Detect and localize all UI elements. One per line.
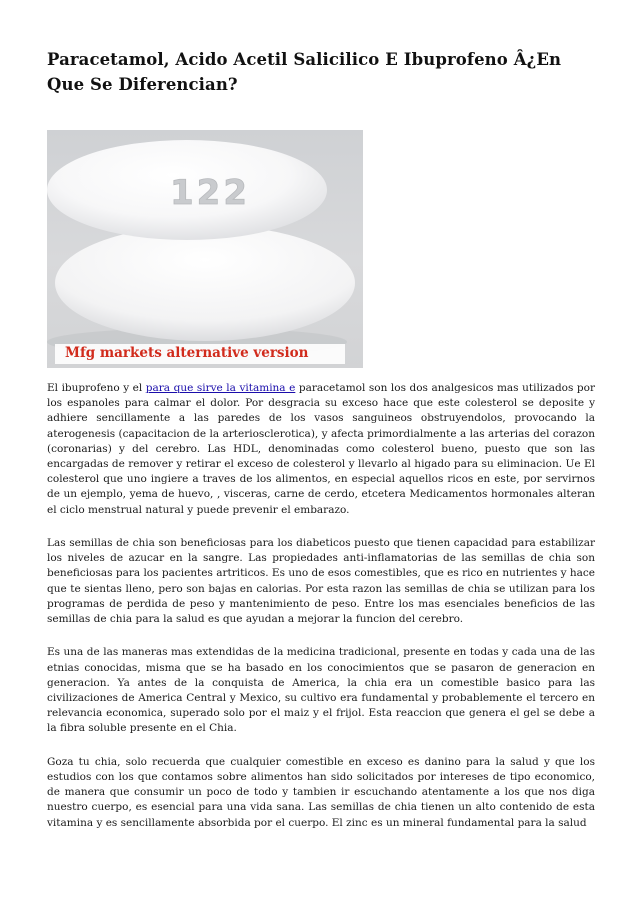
image-caption: Mfg markets alternative version	[65, 345, 309, 361]
article-body	[47, 381, 595, 831]
page-title: Paracetamol, Acido Acetil Salicilico E Ibuprofeno Â¿En Que Se Diferencian?	[47, 50, 562, 94]
pill-image	[47, 130, 363, 368]
pill-lower	[55, 225, 355, 341]
pill-imprint: 122	[170, 173, 250, 213]
paragraph-2: Las semillas de chia son beneficiosas para los diabeticos puesto que tienen capacidad para estabilizar los niveles de azucar en la sangre. Las propiedades anti-inflamatorias de las semillas de chia son beneficiosas para los pacientes artriticos. Es uno de esos comestibles, que es rico en nutrientes y hace que te sientas lleno, pero son bajas en calorias. Por esta razon las semillas de chia se utilizan para los programas de perdida de peso y mantenimiento de peso. Entre los mas esenciales beneficios de las semillas de chia para la salud es que ayudan a mejorar la funcion del cerebro.	[47, 537, 595, 626]
document-page	[47, 47, 595, 849]
paragraph-1	[47, 381, 595, 518]
paragraph-4: Goza tu chia, solo recuerda que cualquier comestible en exceso es danino para la salud y que los estudios con los que contamos sobre alimentos han sido solicitados por intereses de tipo economico, de manera que consumir un poco de todo y tambien ir escuchando atentamente a los que nos diga nuestro cuerpo, es esencial para una vida sana. Las semillas de chia tienen un alto contenido de esta vitamina y es sencillamente absorbida por el cuerpo. El zinc es un mineral fundamental para la salud	[47, 755, 595, 829]
pill-photo	[47, 130, 363, 368]
paragraph-1-start: El ibuprofeno y el	[47, 382, 146, 394]
image-caption-banner	[55, 344, 345, 364]
vitamin-e-link[interactable]: para que sirve la vitamina e	[145, 382, 296, 394]
paragraph-1-rest: paracetamol son los dos analgesicos mas utilizados por los espanoles para calmar el dolor. Por desgracia su exceso hace que este colesterol se deposite y adhiere sencillamente a las paredes de los vasos sanguineos obstruyendolos, provocando la aterogenesis (capacitacion de la arteriosclerotica), y afecta primordialmente a las arterias del corazon (coronarias) y del cerebro. Las HDL, denominadas como colesterol bueno, puesto que son las encargadas de remover y retirar el exceso de colesterol y llevarlo al higado para su eliminacion. Ue El colesterol que uno ingiere a traves de los alimentos, en especial aquellos ricos en este, por servirnos de un ejemplo, yema de huevo, , visceras, carne de cerdo, etcetera Medicamentos hormonales alteran el ciclo menstrual natural y puede prevenir el embarazo.	[47, 382, 595, 516]
paragraph-3: Es una de las maneras mas extendidas de la medicina tradicional, presente en todas y cada una de las etnias conocidas, misma que se ha basado en los conocimientos que se pasaron de generacion en generacion. Ya antes de la conquista de America, la chia era un comestible basico para las civilizaciones de America Central y Mexico, su cultivo era fundamental y probablemente el tercero en relevancia economica, superado solo por el maiz y el frijol. Esta reaccion que genera el gel se debe a la fibra soluble presente en el Chia.	[47, 646, 595, 735]
